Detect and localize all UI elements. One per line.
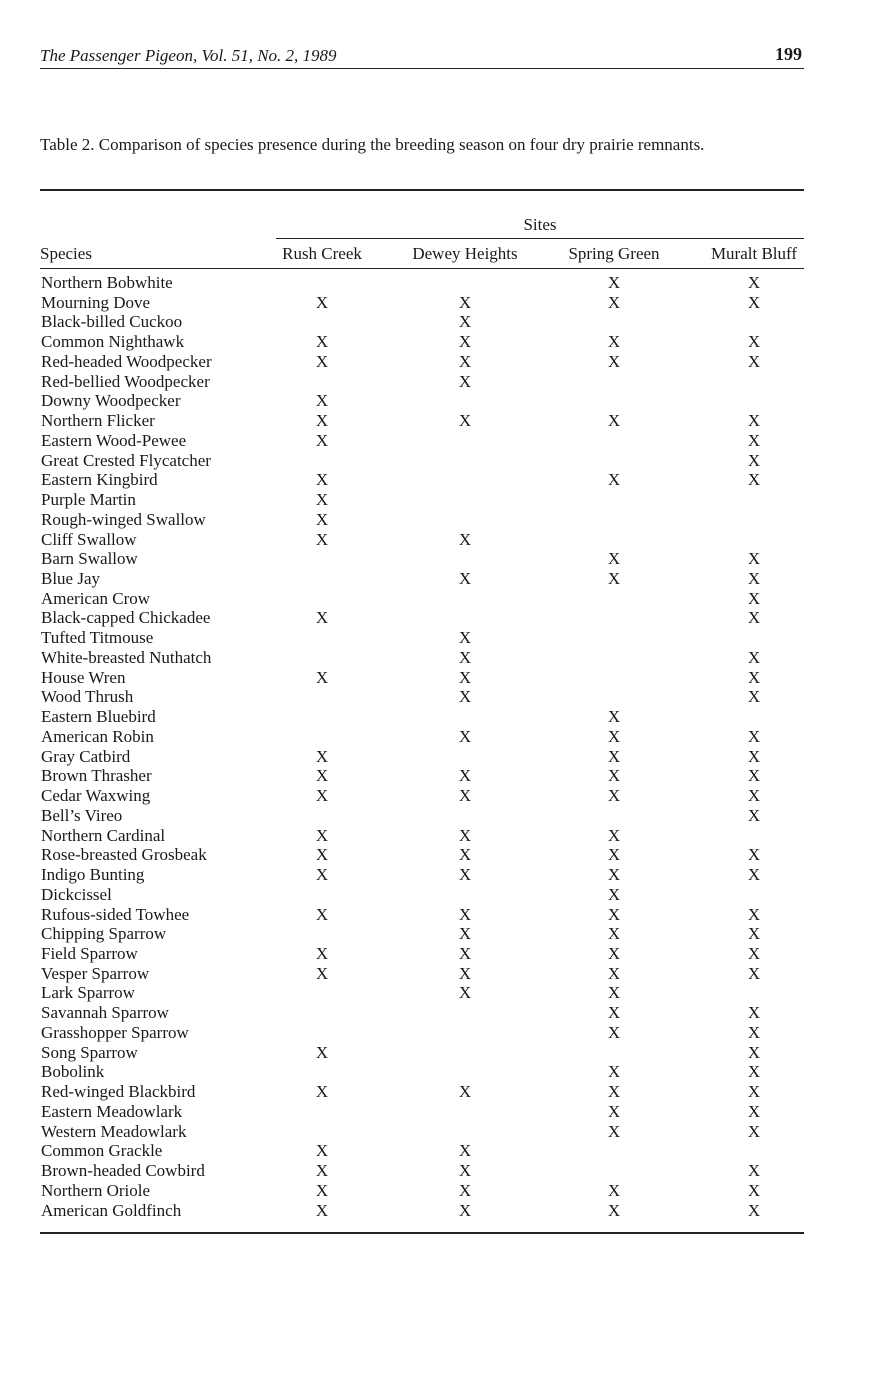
- presence-mark-dewey-heights: X: [458, 1161, 472, 1181]
- species-name: Rough-winged Swallow: [41, 509, 206, 529]
- presence-mark-spring-green: X: [607, 707, 621, 727]
- presence-mark-muralt-bluff: X: [747, 1003, 761, 1023]
- table-row: [40, 411, 804, 431]
- presence-mark-spring-green: X: [607, 273, 621, 292]
- table-row: [40, 1161, 804, 1181]
- presence-mark-dewey-heights: X: [458, 786, 472, 806]
- presence-mark-muralt-bluff: X: [747, 569, 761, 589]
- presence-mark-muralt-bluff: X: [747, 1161, 761, 1181]
- presence-mark-muralt-bluff: X: [747, 726, 761, 746]
- table-row: [40, 589, 804, 609]
- presence-mark-spring-green: X: [607, 924, 621, 944]
- table-row: [40, 549, 804, 569]
- presence-mark-rush-creek: X: [315, 529, 329, 549]
- species-name: Field Sparrow: [41, 943, 138, 963]
- sites-header-rule: [276, 238, 804, 239]
- presence-mark-rush-creek: X: [315, 490, 329, 510]
- presence-mark-rush-creek: X: [315, 332, 329, 352]
- presence-mark-muralt-bluff: X: [747, 943, 761, 963]
- table-row: [40, 1141, 804, 1161]
- presence-mark-rush-creek: X: [315, 1200, 329, 1220]
- species-name: Common Grackle: [41, 1141, 163, 1161]
- presence-mark-spring-green: X: [607, 963, 621, 983]
- species-name: American Robin: [41, 726, 154, 746]
- table-row: [40, 1102, 804, 1122]
- presence-mark-dewey-heights: X: [458, 371, 472, 391]
- species-name: Lark Sparrow: [41, 983, 135, 1003]
- presence-mark-rush-creek: X: [315, 825, 329, 845]
- presence-mark-spring-green: X: [607, 1003, 621, 1023]
- presence-mark-dewey-heights: X: [458, 924, 472, 944]
- table-row: [40, 352, 804, 372]
- presence-mark-dewey-heights: X: [458, 628, 472, 648]
- table-row: [40, 1122, 804, 1142]
- presence-mark-spring-green: X: [607, 726, 621, 746]
- presence-mark-spring-green: X: [607, 884, 621, 904]
- presence-mark-dewey-heights: X: [458, 963, 472, 983]
- table-row: [40, 747, 804, 767]
- table-row: [40, 806, 804, 826]
- table-row: [40, 470, 804, 490]
- presence-mark-rush-creek: X: [315, 391, 329, 411]
- presence-mark-muralt-bluff: X: [747, 1200, 761, 1220]
- table-row: [40, 786, 804, 806]
- presence-mark-muralt-bluff: X: [747, 1022, 761, 1042]
- presence-mark-muralt-bluff: X: [747, 411, 761, 431]
- presence-mark-dewey-heights: X: [458, 845, 472, 865]
- species-name: House Wren: [41, 667, 126, 687]
- presence-mark-muralt-bluff: X: [747, 766, 761, 786]
- presence-mark-muralt-bluff: X: [747, 273, 761, 292]
- presence-mark-spring-green: X: [607, 1101, 621, 1121]
- presence-mark-spring-green: X: [607, 549, 621, 569]
- species-name: Northern Bobwhite: [41, 273, 173, 292]
- presence-mark-rush-creek: X: [315, 943, 329, 963]
- presence-mark-rush-creek: X: [315, 963, 329, 983]
- species-name: Bell’s Vireo: [41, 805, 123, 825]
- presence-mark-muralt-bluff: X: [747, 1121, 761, 1141]
- running-head: [40, 44, 804, 69]
- species-name: Bobolink: [41, 1062, 105, 1082]
- presence-mark-muralt-bluff: X: [747, 1042, 761, 1062]
- table-row: [40, 569, 804, 589]
- table-row: [40, 1023, 804, 1043]
- table-row: [40, 372, 804, 392]
- presence-mark-muralt-bluff: X: [747, 865, 761, 885]
- species-name: Eastern Bluebird: [41, 707, 156, 727]
- presence-mark-dewey-heights: X: [458, 351, 472, 371]
- table-row: [40, 766, 804, 786]
- table-row: [40, 905, 804, 925]
- table-row: [40, 293, 804, 313]
- presence-mark-muralt-bluff: X: [747, 351, 761, 371]
- presence-mark-spring-green: X: [607, 766, 621, 786]
- species-name: Black-billed Cuckoo: [41, 312, 183, 332]
- species-name: Rufous-sided Towhee: [41, 904, 190, 924]
- species-name: American Goldfinch: [41, 1200, 182, 1220]
- presence-mark-dewey-heights: X: [458, 865, 472, 885]
- table-row: [40, 451, 804, 471]
- table-row: [40, 1201, 804, 1221]
- table-row: [40, 964, 804, 984]
- presence-mark-rush-creek: X: [315, 865, 329, 885]
- species-name: Eastern Wood-Pewee: [41, 430, 187, 450]
- presence-mark-spring-green: X: [607, 1062, 621, 1082]
- table-bottom-rule: [40, 1232, 804, 1234]
- species-name: Northern Flicker: [41, 411, 155, 431]
- presence-mark-rush-creek: X: [315, 1082, 329, 1102]
- table-row: [40, 944, 804, 964]
- presence-mark-spring-green: X: [607, 351, 621, 371]
- species-name: Downy Woodpecker: [41, 391, 181, 411]
- presence-mark-dewey-heights: X: [458, 904, 472, 924]
- presence-mark-muralt-bluff: X: [747, 786, 761, 806]
- species-name: Vesper Sparrow: [41, 963, 150, 983]
- presence-mark-dewey-heights: X: [458, 411, 472, 431]
- presence-mark-dewey-heights: X: [458, 1200, 472, 1220]
- table-row: [40, 431, 804, 451]
- table-row: [40, 707, 804, 727]
- species-name: Gray Catbird: [41, 746, 131, 766]
- table-row: [40, 332, 804, 352]
- presence-mark-dewey-heights: X: [458, 1082, 472, 1102]
- presence-mark-spring-green: X: [607, 1022, 621, 1042]
- species-name: American Crow: [41, 588, 151, 608]
- presence-mark-dewey-heights: X: [458, 312, 472, 332]
- header-bottom-rule: [40, 268, 804, 269]
- presence-mark-spring-green: X: [607, 943, 621, 963]
- species-name: Dickcissel: [41, 884, 112, 904]
- column-header-muralt-bluff: Muralt Bluff: [710, 244, 798, 263]
- species-name: Black-capped Chickadee: [41, 608, 211, 628]
- presence-mark-rush-creek: X: [315, 1141, 329, 1161]
- presence-mark-dewey-heights: X: [458, 943, 472, 963]
- presence-mark-spring-green: X: [607, 292, 621, 312]
- table-row: [40, 1062, 804, 1082]
- table-row: [40, 1003, 804, 1023]
- presence-mark-muralt-bluff: X: [747, 1062, 761, 1082]
- column-header-spring-green: Spring Green: [568, 244, 660, 263]
- species-name: Eastern Kingbird: [41, 470, 158, 490]
- presence-mark-muralt-bluff: X: [747, 430, 761, 450]
- species-name: Song Sparrow: [41, 1042, 138, 1062]
- presence-mark-spring-green: X: [607, 1082, 621, 1102]
- presence-mark-muralt-bluff: X: [747, 1180, 761, 1200]
- column-header-rush-creek: Rush Creek: [282, 244, 362, 263]
- presence-mark-muralt-bluff: X: [747, 647, 761, 667]
- presence-mark-muralt-bluff: X: [747, 292, 761, 312]
- presence-mark-dewey-heights: X: [458, 647, 472, 667]
- species-name: Savannah Sparrow: [41, 1003, 169, 1023]
- presence-mark-muralt-bluff: X: [747, 470, 761, 490]
- species-name: Brown-headed Cowbird: [41, 1161, 205, 1181]
- page-number: 199: [775, 44, 802, 64]
- species-column-header: Species: [40, 244, 92, 263]
- presence-mark-dewey-heights: X: [458, 667, 472, 687]
- presence-mark-muralt-bluff: X: [747, 667, 761, 687]
- presence-mark-dewey-heights: X: [458, 529, 472, 549]
- species-name: Indigo Bunting: [41, 865, 145, 885]
- species-table-body: [40, 273, 804, 1220]
- presence-mark-rush-creek: X: [315, 1161, 329, 1181]
- table-row: [40, 983, 804, 1003]
- column-header-dewey-heights: Dewey Heights: [412, 244, 518, 263]
- presence-mark-rush-creek: X: [315, 667, 329, 687]
- table-row: [40, 391, 804, 411]
- species-name: Red-headed Woodpecker: [41, 351, 212, 371]
- presence-mark-rush-creek: X: [315, 766, 329, 786]
- table-row: [40, 648, 804, 668]
- presence-mark-spring-green: X: [607, 983, 621, 1003]
- presence-mark-muralt-bluff: X: [747, 1082, 761, 1102]
- presence-mark-rush-creek: X: [315, 470, 329, 490]
- table-caption: Table 2. Comparison of species presence during the breeding season on four dry prairie remnants.: [40, 135, 705, 154]
- presence-mark-spring-green: X: [607, 825, 621, 845]
- species-name: Western Meadowlark: [41, 1121, 187, 1141]
- presence-mark-rush-creek: X: [315, 904, 329, 924]
- presence-mark-spring-green: X: [607, 1121, 621, 1141]
- species-name: Grasshopper Sparrow: [41, 1022, 189, 1042]
- presence-mark-dewey-heights: X: [458, 726, 472, 746]
- species-name: Tufted Titmouse: [41, 628, 154, 648]
- species-name: Cliff Swallow: [41, 529, 137, 549]
- presence-mark-rush-creek: X: [315, 1180, 329, 1200]
- species-name: Cedar Waxwing: [41, 786, 151, 806]
- presence-mark-spring-green: X: [607, 904, 621, 924]
- table-row: [40, 608, 804, 628]
- table-row: [40, 885, 804, 905]
- table-row: [40, 490, 804, 510]
- table-row: [40, 668, 804, 688]
- journal-title: The Passenger Pigeon, Vol. 51, No. 2, 1989: [40, 46, 337, 65]
- table-row: [40, 865, 804, 885]
- presence-mark-spring-green: X: [607, 1180, 621, 1200]
- table-row: [40, 312, 804, 332]
- species-name: Red-winged Blackbird: [41, 1082, 196, 1102]
- species-name: Chipping Sparrow: [41, 924, 167, 944]
- presence-mark-rush-creek: X: [315, 509, 329, 529]
- presence-mark-rush-creek: X: [315, 608, 329, 628]
- table-row: [40, 530, 804, 550]
- presence-mark-rush-creek: X: [315, 351, 329, 371]
- presence-mark-spring-green: X: [607, 411, 621, 431]
- presence-mark-rush-creek: X: [315, 746, 329, 766]
- presence-mark-rush-creek: X: [315, 430, 329, 450]
- presence-mark-dewey-heights: X: [458, 983, 472, 1003]
- species-name: Northern Oriole: [41, 1180, 151, 1200]
- table-row: [40, 845, 804, 865]
- presence-mark-spring-green: X: [607, 332, 621, 352]
- presence-mark-spring-green: X: [607, 865, 621, 885]
- table-row: [40, 924, 804, 944]
- species-name: Barn Swallow: [41, 549, 138, 569]
- species-name: Brown Thrasher: [41, 766, 152, 786]
- presence-mark-rush-creek: X: [315, 1042, 329, 1062]
- presence-mark-muralt-bluff: X: [747, 588, 761, 608]
- presence-mark-dewey-heights: X: [458, 1180, 472, 1200]
- species-name: Red-bellied Woodpecker: [41, 371, 210, 391]
- presence-mark-muralt-bluff: X: [747, 845, 761, 865]
- presence-mark-rush-creek: X: [315, 786, 329, 806]
- presence-mark-dewey-heights: X: [458, 687, 472, 707]
- presence-mark-dewey-heights: X: [458, 825, 472, 845]
- presence-mark-muralt-bluff: X: [747, 549, 761, 569]
- presence-mark-dewey-heights: X: [458, 292, 472, 312]
- table-row: [40, 727, 804, 747]
- presence-mark-dewey-heights: X: [458, 332, 472, 352]
- table-top-rule: [40, 189, 804, 191]
- presence-mark-spring-green: X: [607, 786, 621, 806]
- presence-mark-spring-green: X: [607, 845, 621, 865]
- presence-mark-muralt-bluff: X: [747, 687, 761, 707]
- presence-mark-muralt-bluff: X: [747, 450, 761, 470]
- table-row: [40, 687, 804, 707]
- presence-mark-muralt-bluff: X: [747, 746, 761, 766]
- presence-mark-dewey-heights: X: [458, 1141, 472, 1161]
- presence-mark-muralt-bluff: X: [747, 332, 761, 352]
- species-name: Northern Cardinal: [41, 825, 166, 845]
- presence-mark-spring-green: X: [607, 746, 621, 766]
- species-name: Rose-breasted Grosbeak: [41, 845, 207, 865]
- table-row: [40, 273, 804, 293]
- presence-mark-muralt-bluff: X: [747, 963, 761, 983]
- presence-mark-muralt-bluff: X: [747, 1101, 761, 1121]
- species-name: Mourning Dove: [41, 292, 151, 312]
- species-name: Common Nighthawk: [41, 332, 185, 352]
- presence-mark-muralt-bluff: X: [747, 608, 761, 628]
- species-name: Eastern Meadowlark: [41, 1101, 183, 1121]
- table-row: [40, 628, 804, 648]
- presence-mark-rush-creek: X: [315, 845, 329, 865]
- presence-mark-spring-green: X: [607, 1200, 621, 1220]
- sites-group-header: Sites: [523, 215, 557, 234]
- species-name: White-breasted Nuthatch: [41, 647, 212, 667]
- table-row: [40, 1043, 804, 1063]
- species-name: Great Crested Flycatcher: [41, 450, 211, 470]
- presence-mark-dewey-heights: X: [458, 766, 472, 786]
- presence-mark-rush-creek: X: [315, 292, 329, 312]
- presence-mark-muralt-bluff: X: [747, 924, 761, 944]
- presence-mark-spring-green: X: [607, 470, 621, 490]
- table-row: [40, 510, 804, 530]
- species-name: Blue Jay: [41, 569, 101, 589]
- species-name: Purple Martin: [41, 490, 136, 510]
- presence-mark-dewey-heights: X: [458, 569, 472, 589]
- species-name: Wood Thrush: [41, 687, 134, 707]
- presence-mark-spring-green: X: [607, 569, 621, 589]
- presence-mark-muralt-bluff: X: [747, 805, 761, 825]
- presence-mark-rush-creek: X: [315, 411, 329, 431]
- presence-mark-muralt-bluff: X: [747, 904, 761, 924]
- table-row: [40, 826, 804, 846]
- table-row: [40, 1181, 804, 1201]
- table-row: [40, 1082, 804, 1102]
